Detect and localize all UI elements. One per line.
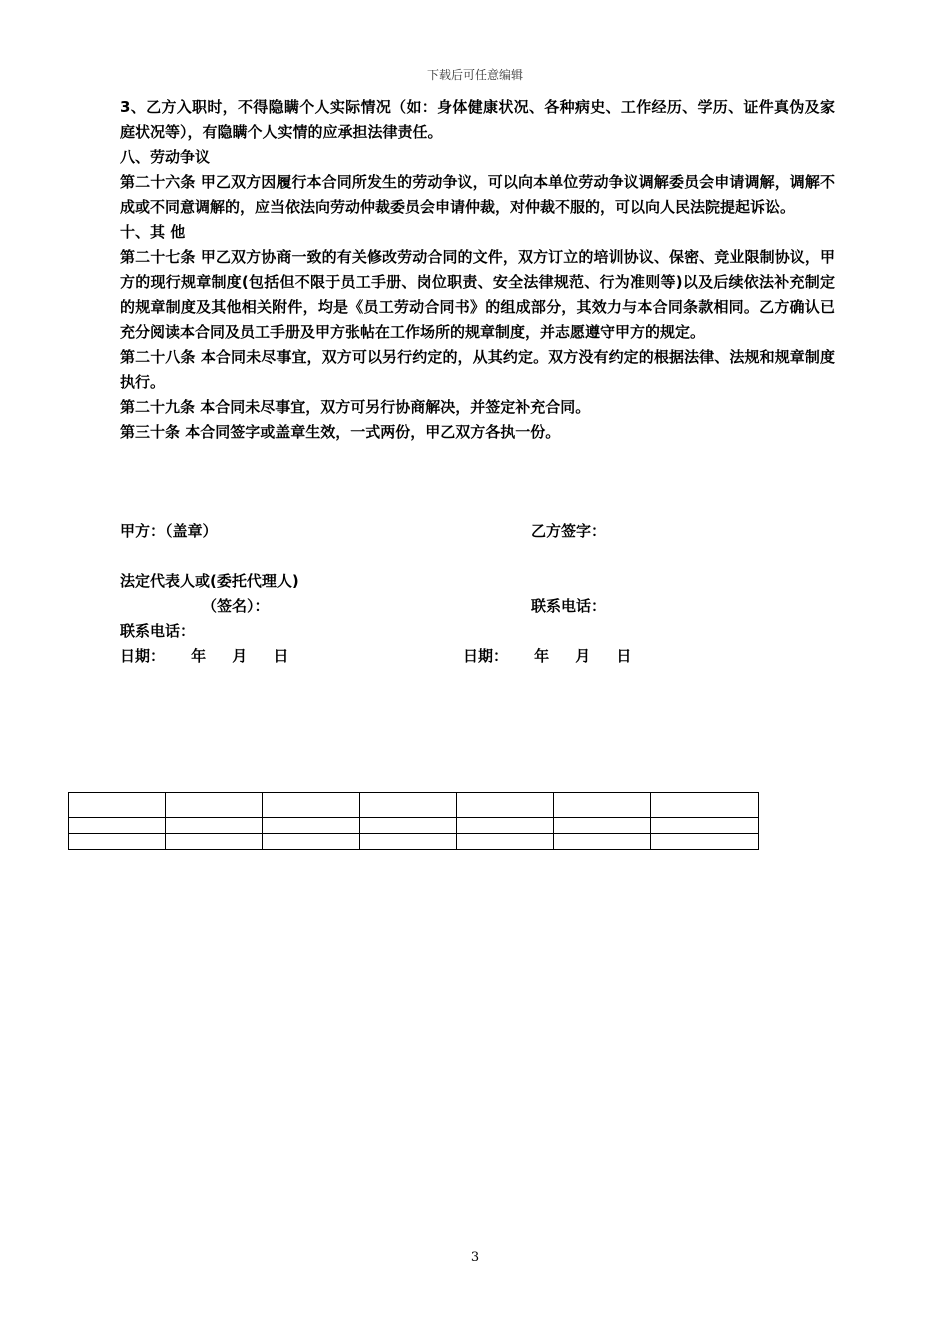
table-cell — [166, 834, 263, 850]
table-cell — [457, 793, 554, 818]
party-b-signature-label: 乙方签字： — [531, 522, 607, 540]
party-b-phone-label: 联系电话： — [531, 597, 607, 615]
table-cell — [263, 834, 360, 850]
legal-representative-label: 法定代表人或(委托代理人) — [120, 572, 299, 590]
table-cell — [69, 793, 166, 818]
table-cell — [651, 793, 759, 818]
article-27: 第二十七条 甲乙双方协商一致的有关修改劳动合同的文件，双方订立的培训协议、保密、竞业限制协议，甲方的现行规章制度(包括但不限于员工手册、岗位职责、安全法律规范、行为准则等)以及后续依法补充制定的规章制度及其他相关附件，均是《员工劳动合同书》的组成部分，其效力与本合同条款相同。乙方确认已充分阅读本合同及员工手册及甲方张帖在工作场所的规章制度，并志愿遵守甲方的规定。 — [120, 248, 835, 341]
page-header: 下载后可任意编辑 — [426, 68, 523, 82]
contract-body — [120, 95, 835, 445]
table-cell — [263, 818, 360, 834]
party-b-date-label: 日期： 年 月 日 — [463, 647, 632, 665]
party-a-phone-label: 联系电话： — [120, 622, 196, 640]
table-cell — [69, 818, 166, 834]
table-cell — [457, 818, 554, 834]
table-row — [69, 793, 759, 818]
page-number: 3 — [470, 1250, 480, 1265]
section-heading-labor-dispute: 八、劳动争议 — [120, 148, 211, 166]
table-cell — [651, 818, 759, 834]
article-30: 第三十条 本合同签字或盖章生效，一式两份，甲乙双方各执一份。 — [120, 423, 561, 441]
party-a-seal-label: 甲方：（盖章） — [120, 522, 218, 540]
blank-table — [68, 792, 759, 850]
table-cell — [360, 834, 457, 850]
table-row — [69, 834, 759, 850]
section-heading-other: 十、其 他 — [120, 223, 186, 241]
table-cell — [69, 834, 166, 850]
table-cell — [554, 793, 651, 818]
table-row — [69, 818, 759, 834]
table-cell — [360, 793, 457, 818]
table-cell — [166, 818, 263, 834]
table-cell — [263, 793, 360, 818]
article-28: 第二十八条 本合同未尽事宜，双方可以另行约定的，从其约定。双方没有约定的根据法律、法规和规章制度执行。 — [120, 348, 835, 391]
paragraph-disclosure: 3、乙方入职时，不得隐瞒个人实际情况（如：身体健康状况、各种病史、工作经历、学历、证件真伪及家庭状况等），有隐瞒个人实情的应承担法律责任。 — [120, 98, 835, 141]
article-26: 第二十六条 甲乙双方因履行本合同所发生的劳动争议，可以向本单位劳动争议调解委员会申请调解，调解不成或不同意调解的，应当依法向劳动仲裁委员会申请仲裁，对仲裁不服的，可以向人民法院提起诉讼。 — [120, 173, 835, 216]
article-29: 第二十九条 本合同未尽事宜，双方可另行协商解决，并签定补充合同。 — [120, 398, 591, 416]
table-cell — [651, 834, 759, 850]
party-a-date-label: 日期： 年 月 日 — [120, 647, 289, 665]
table-cell — [554, 834, 651, 850]
sign-name-label: （签名）： — [202, 597, 270, 615]
table-cell — [457, 834, 554, 850]
table-cell — [360, 818, 457, 834]
table-cell — [554, 818, 651, 834]
table-cell — [166, 793, 263, 818]
